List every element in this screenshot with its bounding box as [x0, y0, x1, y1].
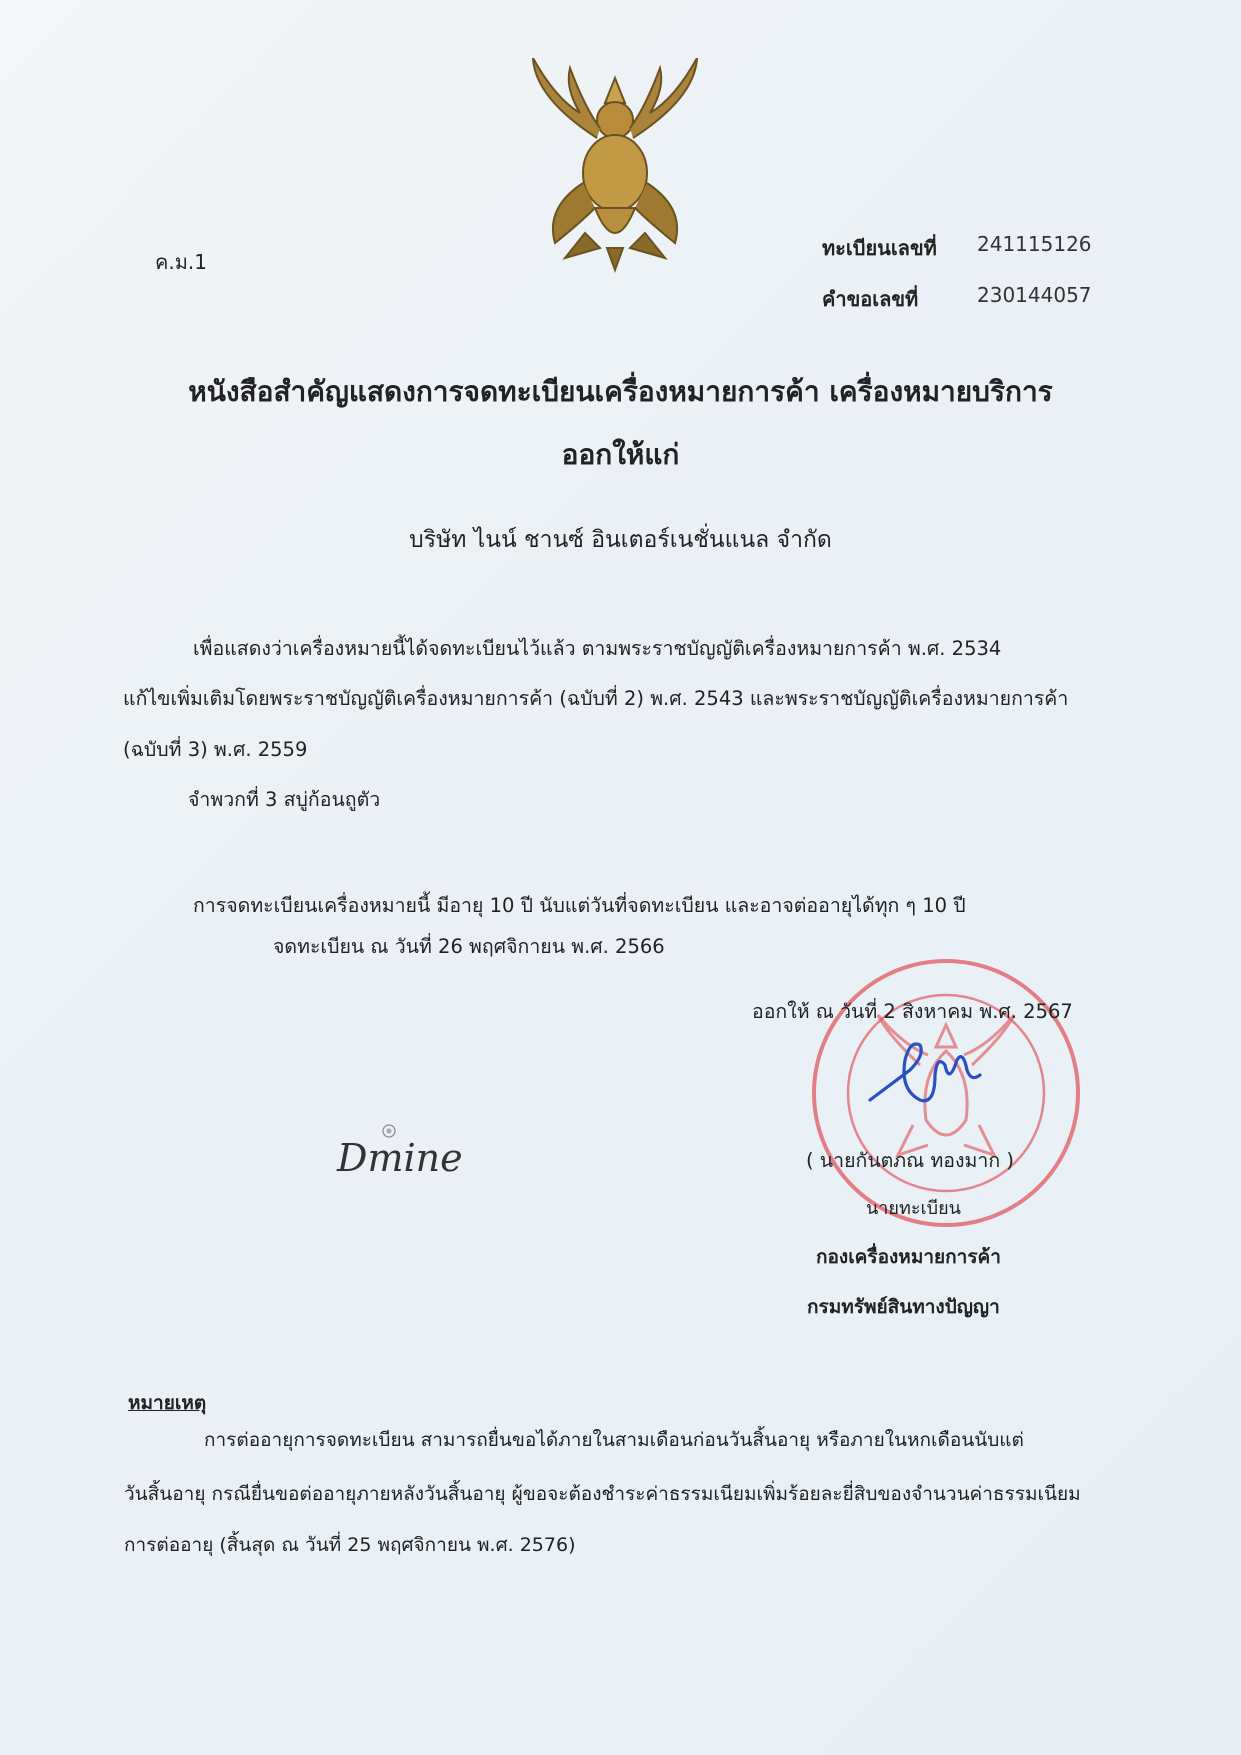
trademark-mark: Dmine — [337, 1136, 463, 1180]
validity-text: การจดทะเบียนเครื่องหมายนี้ มีอายุ 10 ปี นับแต่วันที่จดทะเบียน และอาจต่ออายุได้ทุก ๆ 10 ปี — [193, 894, 966, 917]
note-title: หมายเหตุ — [128, 1392, 207, 1414]
office-division: กองเครื่องหมายการค้า — [816, 1246, 1001, 1268]
body-line-1: เพื่อแสดงว่าเครื่องหมายนี้ได้จดทะเบียนไว้แล้ว ตามพระราชบัญญัติเครื่องหมายการค้า พ.ศ. 2534 — [193, 637, 1002, 660]
note-line-3: การต่ออายุ (สิ้นสุด ณ วันที่ 25 พฤศจิกายน พ.ศ. 2576) — [124, 1534, 576, 1556]
certificate-title: หนังสือสำคัญแสดงการจดทะเบียนเครื่องหมายการค้า เครื่องหมายบริการ — [188, 375, 1053, 408]
registration-number: 241115126 — [977, 232, 1092, 256]
application-label: คำขอเลขที่ — [822, 287, 919, 311]
note-line-1: การต่ออายุการจดทะเบียน สามารถยื่นขอได้ภายในสามเดือนก่อนวันสิ้นอายุ หรือภายในหกเดือนนับแต่ — [204, 1429, 1024, 1451]
garuda-emblem-icon — [525, 58, 705, 273]
signer-name: ( นายกันตภณ ทองมาก ) — [806, 1149, 1014, 1172]
issued-to-label: ออกให้แก่ — [561, 438, 680, 471]
note-line-2: วันสิ้นอายุ กรณียื่นขอต่ออายุภายหลังวันสิ้นอายุ ผู้ขอจะต้องชำระค่าธรรมเนียมเพิ่มร้อยละยี่สิบของจำนวนค่าธรรมเนียม — [124, 1483, 1081, 1505]
signer-position: นายทะเบียน — [866, 1198, 961, 1219]
owner-name: บริษัท ไนน์ ชานซ์ อินเตอร์เนชั่นแนล จำกัด — [409, 527, 832, 553]
application-number: 230144057 — [977, 283, 1092, 307]
class-line: จำพวกที่ 3 สบู่ก้อนถูตัว — [188, 788, 381, 811]
registration-label: ทะเบียนเลขที่ — [822, 236, 937, 260]
office-department: กรมทรัพย์สินทางปัญญา — [807, 1296, 1000, 1318]
svg-text:กรมทรัพย์สินทาง DEPARTMENT OF: กรมทรัพย์สินทาง DEPARTMENT OF INTELLECTUAL PROPERTY — [946, 1093, 976, 1094]
issued-date: ออกให้ ณ วันที่ 2 สิงหาคม พ.ศ. 2567 — [752, 1000, 1073, 1023]
signature-icon — [865, 1030, 985, 1115]
body-line-2: แก้ไขเพิ่มเติมโดยพระราชบัญญัติเครื่องหมายการค้า (ฉบับที่ 2) พ.ศ. 2543 และพระราชบัญญัติเครื่องหมายการค้า — [123, 687, 1069, 710]
registration-date: จดทะเบียน ณ วันที่ 26 พฤศจิกายน พ.ศ. 2566 — [273, 935, 665, 958]
form-code: ค.ม.1 — [155, 250, 208, 274]
body-line-3: (ฉบับที่ 3) พ.ศ. 2559 — [123, 738, 308, 761]
